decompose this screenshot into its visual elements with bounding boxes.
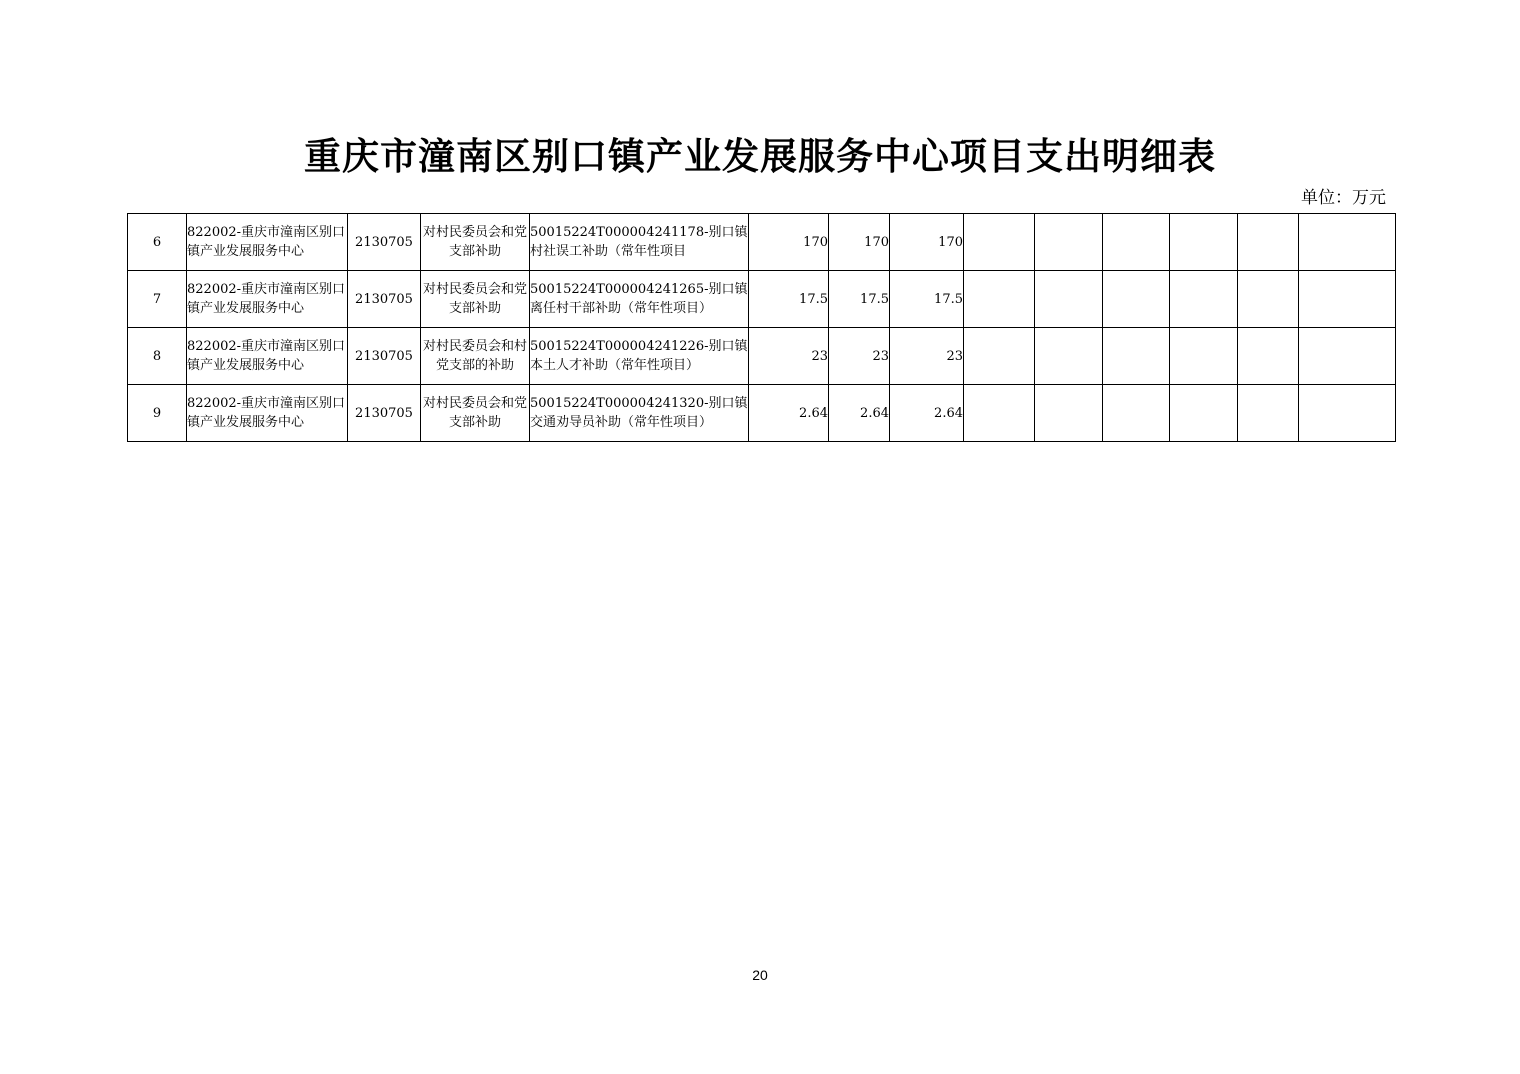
- amount-cell: 2.64: [890, 385, 964, 442]
- row-index: 7: [128, 271, 187, 328]
- unit-cell: 822002-重庆市潼南区别口镇产业发展服务中心: [187, 214, 348, 271]
- empty-cell: [1103, 328, 1170, 385]
- empty-cell: [1035, 214, 1103, 271]
- empty-cell: [1299, 214, 1396, 271]
- empty-cell: [1238, 271, 1299, 328]
- empty-cell: [1170, 328, 1238, 385]
- row-index: 6: [128, 214, 187, 271]
- empty-cell: [1103, 385, 1170, 442]
- category-cell: 对村民委员会和村党支部的补助: [421, 328, 530, 385]
- empty-cell: [1238, 328, 1299, 385]
- empty-cell: [1299, 385, 1396, 442]
- empty-cell: [1035, 271, 1103, 328]
- empty-cell: [1238, 214, 1299, 271]
- empty-cell: [964, 271, 1035, 328]
- empty-cell: [1103, 214, 1170, 271]
- unit-cell: 822002-重庆市潼南区别口镇产业发展服务中心: [187, 385, 348, 442]
- table-row: [128, 214, 1396, 271]
- function-code-cell: 2130705: [348, 214, 421, 271]
- unit-label: 单位：万元: [1301, 188, 1386, 208]
- function-code-cell: 2130705: [348, 271, 421, 328]
- amount-cell: 17.5: [749, 271, 829, 328]
- amount-cell: 17.5: [829, 271, 890, 328]
- empty-cell: [964, 214, 1035, 271]
- category-cell: 对村民委员会和党支部补助: [421, 385, 530, 442]
- amount-cell: 23: [829, 328, 890, 385]
- project-cell: 50015224T000004241320-别口镇交通劝导员补助（常年性项目）: [530, 385, 749, 442]
- empty-cell: [1170, 385, 1238, 442]
- amount-cell: 2.64: [749, 385, 829, 442]
- amount-cell: 170: [829, 214, 890, 271]
- empty-cell: [1035, 328, 1103, 385]
- empty-cell: [1170, 271, 1238, 328]
- table-row: [128, 385, 1396, 442]
- row-index: 8: [128, 328, 187, 385]
- project-cell: 50015224T000004241226-别口镇本土人才补助（常年性项目）: [530, 328, 749, 385]
- function-code-cell: 2130705: [348, 385, 421, 442]
- empty-cell: [1170, 214, 1238, 271]
- unit-cell: 822002-重庆市潼南区别口镇产业发展服务中心: [187, 271, 348, 328]
- project-cell: 50015224T000004241265-别口镇离任村干部补助（常年性项目）: [530, 271, 749, 328]
- empty-cell: [964, 385, 1035, 442]
- function-code-cell: 2130705: [348, 328, 421, 385]
- table-row: [128, 328, 1396, 385]
- table-row: [128, 271, 1396, 328]
- page-number: 20: [752, 967, 768, 983]
- empty-cell: [1103, 271, 1170, 328]
- project-cell: 50015224T000004241178-别口镇村社误工补助（常年性项目: [530, 214, 749, 271]
- amount-cell: 23: [749, 328, 829, 385]
- row-index: 9: [128, 385, 187, 442]
- unit-cell: 822002-重庆市潼南区别口镇产业发展服务中心: [187, 328, 348, 385]
- amount-cell: 170: [749, 214, 829, 271]
- empty-cell: [1238, 385, 1299, 442]
- page-title: 重庆市潼南区别口镇产业发展服务中心项目支出明细表: [304, 135, 1216, 178]
- category-cell: 对村民委员会和党支部补助: [421, 214, 530, 271]
- empty-cell: [964, 328, 1035, 385]
- amount-cell: 2.64: [829, 385, 890, 442]
- amount-cell: 170: [890, 214, 964, 271]
- empty-cell: [1299, 328, 1396, 385]
- amount-cell: 17.5: [890, 271, 964, 328]
- amount-cell: 23: [890, 328, 964, 385]
- expenditure-table: [127, 213, 1396, 442]
- category-cell: 对村民委员会和党支部补助: [421, 271, 530, 328]
- table-body: [128, 214, 1396, 442]
- empty-cell: [1299, 271, 1396, 328]
- empty-cell: [1035, 385, 1103, 442]
